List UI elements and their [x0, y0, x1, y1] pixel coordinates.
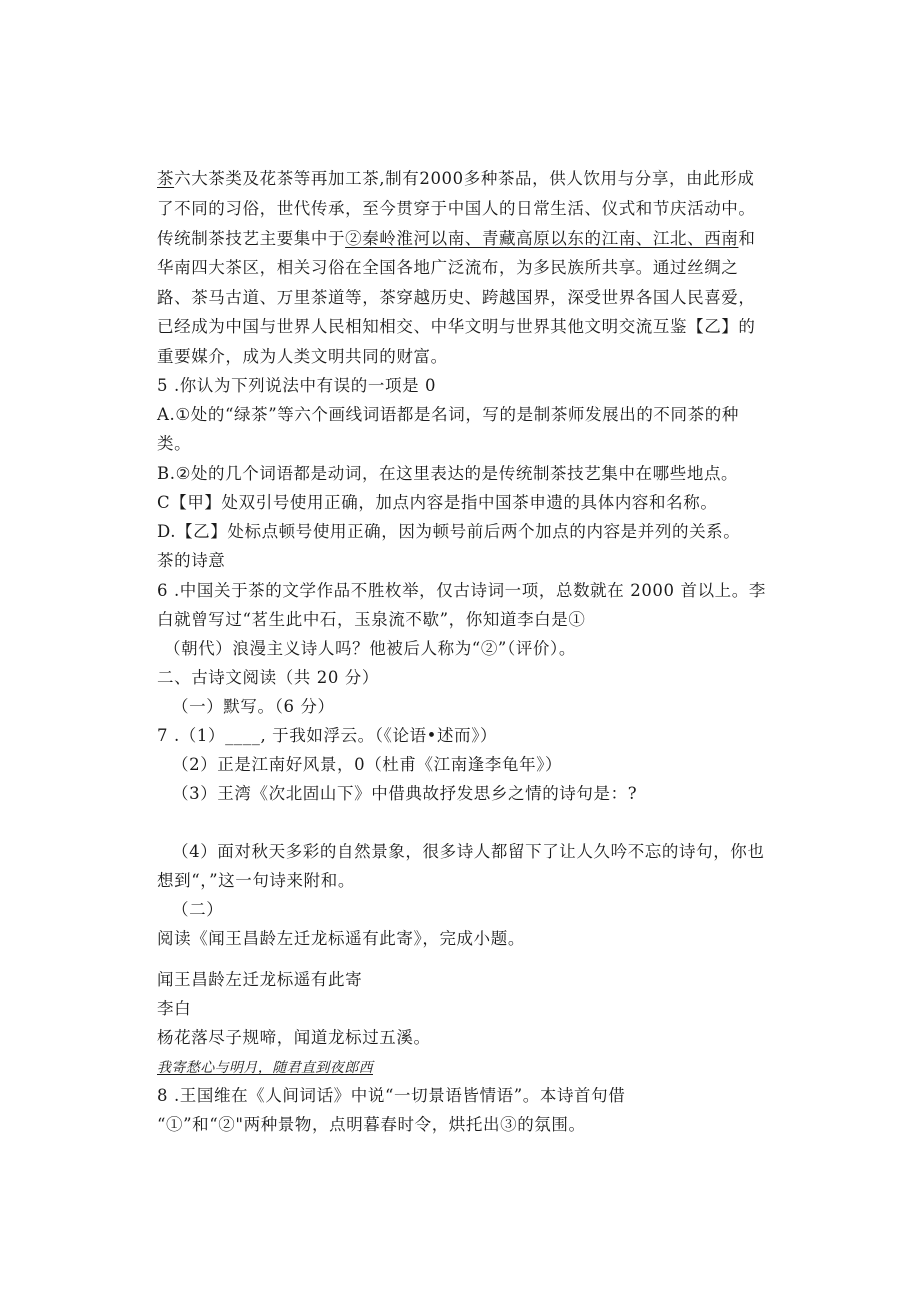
poem-line-2: 我寄愁心与明月，随君直到夜郎西	[157, 1060, 373, 1076]
poem-title: 闻王昌龄左迁龙标遥有此寄	[157, 970, 363, 989]
question-7-part-4-line-1: （4）面对秋天多彩的自然景象，很多诗人都留下了让人久吟不忘的诗句，你也	[172, 842, 765, 861]
part-2-sub-2: （二）	[172, 900, 224, 919]
question-5-stem: 5 .你认为下列说法中有误的一项是 0	[157, 376, 437, 395]
question-7-part-2: （2）正是江南好风景，0（杜甫《江南逢李龟年》）	[172, 755, 563, 774]
poem-author: 李白	[157, 999, 192, 1018]
underlined-term: 茶	[157, 169, 175, 188]
option-a-line-1: A.①处的“绿茶”等六个画线词语都是名词，写的是制茶师发展出的不同茶的种	[157, 405, 739, 424]
passage-line-4: 华南四大茶区，相关习俗在全国各地广泛流布，为多民族所共享。通过丝绸之	[157, 258, 739, 277]
option-d: D.【乙】处标点顿号使用正确，因为顿号前后两个加点的内容是并列的关系。	[157, 522, 741, 541]
question-8-line-1: 8 .王国维在《人间词话》中说“一切景语皆情语”。本诗首句借	[157, 1086, 626, 1105]
part-2-title: 二、古诗文阅读（共 20 分）	[157, 668, 379, 687]
passage-line-1: 茶六大茶类及花茶等再加工茶,制有2000多种茶品，供人饮用与分享，由此形成	[157, 169, 755, 188]
passage-line-6: 已经成为中国与世界人民相知相交、中华文明与世界其他文明交流互鉴【乙】的	[157, 317, 756, 336]
question-7-part-1: 7 .（1）____, 于我如浮云。（《论语•述而》）	[157, 726, 498, 745]
option-b: B.②处的几个词语都是动词，在这里表达的是传统制茶技艺集中在哪些地点。	[157, 464, 739, 483]
passage-line-5: 路、茶马古道、万里茶道等，茶穿越历史、跨越国界，深受世界各国人民喜爱，	[157, 288, 756, 307]
option-c: C【甲】处双引号使用正确，加点内容是指中国茶申遗的具体内容和名称。	[157, 493, 718, 512]
part-2-sub-1: （一）默写。（6 分）	[172, 697, 335, 716]
question-6-line-3: （朝代）浪漫主义诗人吗？他被后人称为“②”（评价）。	[164, 639, 576, 658]
question-7-part-3: （3）王湾《次北固山下》中借典故抒发思乡之情的诗句是：?	[172, 784, 638, 803]
reading-instruction: 阅读《闻王昌龄左迁龙标遥有此寄》，完成小题。	[157, 929, 525, 948]
passage-line-3: 传统制茶技艺主要集中于②秦岭淮河以南、青藏高原以东的江南、江北、西南和	[157, 229, 756, 248]
question-8-line-2: “①”和“②"两种景物，点明暮春时令，烘托出③的氛围。	[157, 1115, 586, 1134]
question-6-line-2: 白就曾写过“茗生此中石，玉泉流不歇”，你知道李白是①	[157, 610, 586, 629]
passage-line-7: 重要媒介，成为人类文明共同的财富。	[157, 347, 448, 366]
section-title: 茶的诗意	[157, 551, 226, 570]
poem-line-1: 杨花落尽子规啼，闻道龙标过五溪。	[157, 1028, 431, 1047]
question-6-line-1: 6 .中国关于茶的文学作品不胜枚举，仅古诗词一项，总数就在 2000 首以上。李	[157, 581, 766, 600]
passage-line-2: 了不同的习俗，世代传承，至今贯穿于中国人的日常生活、仪式和节庆活动中。	[157, 199, 756, 218]
underlined-places: ②秦岭淮河以南、青藏高原以东的江南、江北、西南	[345, 229, 739, 248]
question-7-part-4-line-2: 想到“，”这一句诗来附和。	[157, 871, 355, 890]
option-a-line-2: 类。	[157, 434, 192, 453]
